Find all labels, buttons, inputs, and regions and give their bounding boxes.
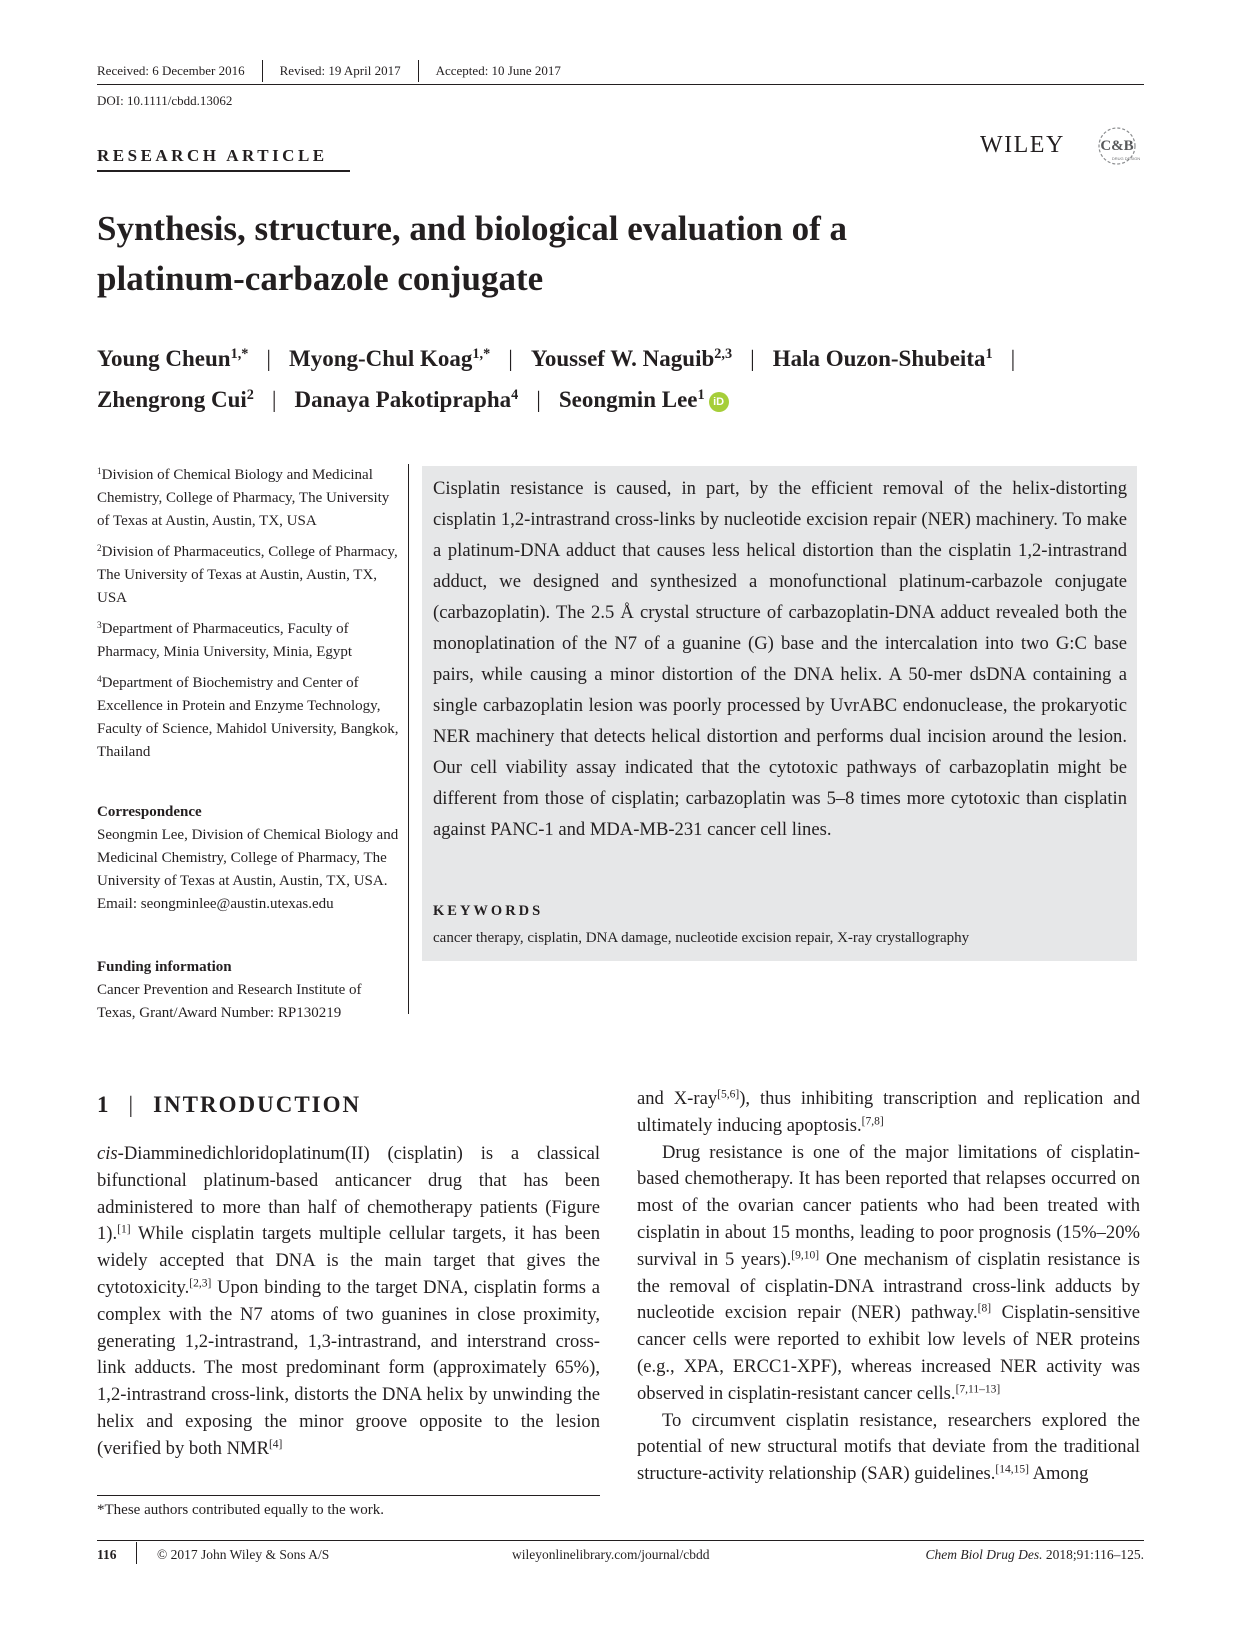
- accepted-date: Accepted: 10 June 2017: [435, 63, 561, 78]
- correspondence: [97, 801, 402, 916]
- section-title: INTRODUCTION: [153, 1092, 362, 1117]
- author-separator: |: [508, 346, 513, 371]
- affiliation-item: [97, 464, 402, 533]
- journal-url[interactable]: wileyonlinelibrary.com/journal/cbdd: [512, 1547, 710, 1562]
- author-separator: |: [536, 387, 541, 412]
- funding-heading: Funding information: [97, 959, 232, 975]
- article-type-label: RESEARCH ARTICLE: [97, 146, 328, 165]
- text-run: Drug resistance is one of the major limitations of cisplatin-based chemotherapy. It has been reported that relapses occurred on most of the ovarian cancer patients who had been treated with cisplatin in about 15 months, leading to poor prognosis (15%–20% survival in 5 years).: [637, 1141, 1140, 1270]
- italic-text: cis: [97, 1143, 118, 1164]
- journal-logo-icon: [1093, 126, 1141, 166]
- citation-reference: [14,15]: [995, 1463, 1029, 1476]
- column-divider: [408, 464, 409, 1014]
- affiliation-item: [97, 672, 402, 764]
- text-run: -Diamminedichloridoplatinum(II) (cisplatin) is a classical bifunctional platinum-based anticancer drug that has been administered to more than half of chemotherapy patients (Figure 1).: [97, 1143, 600, 1245]
- paragraph: [637, 1086, 1140, 1140]
- introduction-right-column: [637, 1086, 1140, 1488]
- section-number: 1: [97, 1092, 111, 1117]
- paragraph: [637, 1408, 1140, 1488]
- author: [97, 346, 248, 371]
- affiliation-number: 1: [97, 466, 102, 477]
- citation-reference: [9,10]: [791, 1249, 820, 1262]
- author: [773, 346, 993, 371]
- orcid-icon[interactable]: iD: [709, 392, 729, 412]
- affiliations: [97, 464, 402, 772]
- paragraph: [97, 1141, 600, 1463]
- citation-reference: [1]: [117, 1224, 131, 1237]
- text-run: Upon binding to the target DNA, cisplatin forms a complex with the N7 atoms of two guanines in close proximity, generating 1,2-intrastrand, 1,3-intrastrand, and interstrand cross-link adducts. The most predominant form (approximately 65%), 1,2-intrastrand cross-link, distorts the DNA helix by unwinding the helix and exposing the minor groove opposite to the lesion (verified by both NMR: [97, 1276, 600, 1459]
- affiliation-text: Division of Pharmaceutics, College of Pharmacy, The University of Texas at Austin, Austin, TX, USA: [97, 544, 398, 606]
- author-name: Seongmin Lee: [558, 387, 698, 412]
- author: [295, 387, 519, 412]
- date-separator: [262, 60, 263, 82]
- citation-reference: [2,3]: [189, 1277, 212, 1290]
- text-run: and X-ray: [637, 1088, 718, 1109]
- affiliation-item: [97, 541, 402, 610]
- affiliation-text: Division of Chemical Biology and Medicinal Chemistry, College of Pharmacy, The University of Texas at Austin, Austin, TX, USA: [97, 467, 390, 529]
- text-run: ), thus inhibiting transcription and replication and ultimately inducing apoptosis.: [637, 1088, 1140, 1136]
- citation-reference: [7,11–13]: [955, 1383, 1001, 1396]
- author: [97, 387, 254, 412]
- text-run: While cisplatin targets multiple cellular targets, it has been widely accepted that DNA is the main target that gives the cytotoxicity.: [97, 1223, 600, 1298]
- journal-logo-text: C&B: [1100, 138, 1134, 154]
- article-title: Synthesis, structure, and biological evaluation of a platinum-carbazole conjugate: [97, 209, 847, 298]
- page-number: 116: [97, 1547, 117, 1562]
- text-run: To circumvent cisplatin resistance, researchers explored the potential of new structural motifs that deviate from the traditional structure-activity relationship (SAR) guidelines.: [637, 1409, 1140, 1485]
- author-name: Danaya Pakotiprapha: [294, 387, 512, 412]
- author-name: Myong-Chul Koag: [289, 346, 473, 371]
- author-separator: |: [1010, 346, 1016, 371]
- paragraph: [637, 1140, 1140, 1408]
- article-type-underline: [97, 170, 350, 172]
- citation-journal: Chem Biol Drug Des.: [925, 1547, 1043, 1562]
- author: [531, 346, 732, 371]
- publisher-logo: WILEY: [980, 132, 1065, 158]
- header-rule: [97, 84, 1144, 85]
- correspondence-text: Seongmin Lee, Division of Chemical Biology and Medicinal Chemistry, College of Pharmacy, The University of Texas at Austin, Austin, TX, USA.: [97, 827, 399, 889]
- author-separator: |: [750, 346, 755, 371]
- author-affiliation-marker: 1: [697, 387, 705, 404]
- keywords-heading: KEYWORDS: [433, 903, 544, 919]
- author-affiliation-marker: 1,*: [230, 346, 249, 363]
- author: [559, 387, 705, 412]
- copyright: © 2017 John Wiley & Sons A/S: [157, 1547, 330, 1562]
- author-separator: |: [271, 387, 277, 412]
- text-run: One mechanism of cisplatin resistance is the removal of cisplatin-DNA intrastrand cross-link adducts by nucleotide excision repair (NER) pathway.: [637, 1248, 1140, 1324]
- citation-details: 2018;91:116–125.: [1042, 1547, 1144, 1562]
- keywords-list: cancer therapy, cisplatin, DNA damage, nucleotide excision repair, X-ray crystallography: [433, 930, 970, 946]
- author-affiliation-marker: 2,3: [714, 346, 733, 363]
- article-dates: [97, 60, 561, 82]
- affiliation-text: Department of Biochemistry and Center of Excellence in Protein and Enzyme Technology, Faculty of Science, Mahidol University, Bangkok, Thailand: [97, 675, 399, 760]
- section-separator: |: [128, 1092, 136, 1117]
- text-run: Cisplatin-sensitive cancer cells were reported to exhibit low levels of NER proteins (e.g., XPA, ERCC1-XPF), whereas increased NER activity was observed in cisplatin-resistant cancer cells.: [637, 1302, 1140, 1404]
- date-separator: [418, 60, 419, 82]
- journal-logo-subtext: DRUG DESIGN: [1111, 156, 1141, 161]
- introduction-left-column: [97, 1141, 600, 1463]
- affiliation-number: 4: [97, 674, 102, 685]
- correspondence-email[interactable]: Email: seongminlee@austin.utexas.edu: [97, 896, 334, 912]
- author: [289, 346, 490, 371]
- citation-reference: [5,6]: [717, 1088, 740, 1101]
- author-affiliation-marker: 1: [985, 346, 993, 363]
- citation-reference: [4]: [268, 1438, 283, 1451]
- author-affiliation-marker: 2: [246, 387, 254, 404]
- doi: DOI: 10.1111/cbdd.13062: [97, 93, 233, 108]
- author-affiliation-marker: 4: [511, 387, 519, 404]
- footnote-rule: [97, 1495, 600, 1496]
- citation: [925, 1547, 1144, 1563]
- received-date: Received: 6 December 2016: [97, 63, 245, 78]
- affiliation-number: 3: [97, 620, 102, 631]
- text-run: Among: [1028, 1463, 1089, 1485]
- author-list: [97, 338, 1157, 420]
- author-name: Zhengrong Cui: [97, 387, 247, 412]
- affiliation-number: 2: [97, 543, 102, 554]
- revised-date: Revised: 19 April 2017: [279, 63, 401, 78]
- correspondence-heading: Correspondence: [97, 804, 202, 820]
- citation-reference: [7,8]: [861, 1115, 884, 1128]
- footer-separator: [136, 1542, 137, 1564]
- author-name: Youssef W. Naguib: [530, 346, 715, 371]
- author-name: Hala Ouzon-Shubeita: [772, 346, 986, 371]
- funding-information: [97, 956, 402, 1025]
- author-affiliation-marker: 1,*: [472, 346, 491, 363]
- affiliation-item: [97, 618, 402, 664]
- footnote: *These authors contributed equally to the work.: [97, 1502, 385, 1518]
- author-name: Young Cheun: [97, 346, 231, 371]
- affiliation-text: Department of Pharmaceutics, Faculty of Pharmacy, Minia University, Minia, Egypt: [97, 621, 353, 660]
- citation-reference: [8]: [977, 1303, 992, 1316]
- abstract-text: Cisplatin resistance is caused, in part, by the efficient removal of the helix-distorting cisplatin 1,2-intrastrand cross-links by nucleotide excision repair (NER) machinery. To make a platinum-DNA adduct that causes less helical distortion than the cisplatin 1,2-intrastrand adduct, we designed and synthesized a monofunctional platinum-carbazole conjugate (carbazoplatin). The 2.5 Å crystal structure of carbazoplatin-DNA adduct revealed both the monoplatination of the N7 of a guanine (G) base and the intercalation into two G:C base pairs, while causing a minor distortion of the DNA helix. A 50-mer dsDNA containing a single carbazoplatin lesion was poorly processed by UvrABC endonuclease, the prokaryotic NER machinery that detects helical distortion and performs dual incision around the lesion. Our cell viability assay indicated that the cytotoxic pathways of carbazoplatin might be different from those of cisplatin; carbazoplatin was 5–8 times more cytotoxic than cisplatin against PANC-1 and MDA-MB-231 cancer cell lines.: [433, 478, 1127, 840]
- funding-text: Cancer Prevention and Research Institute of Texas, Grant/Award Number: RP130219: [97, 982, 362, 1021]
- author-separator: |: [266, 346, 272, 371]
- section-heading-introduction: [97, 1092, 361, 1118]
- footer-rule: [97, 1540, 1144, 1541]
